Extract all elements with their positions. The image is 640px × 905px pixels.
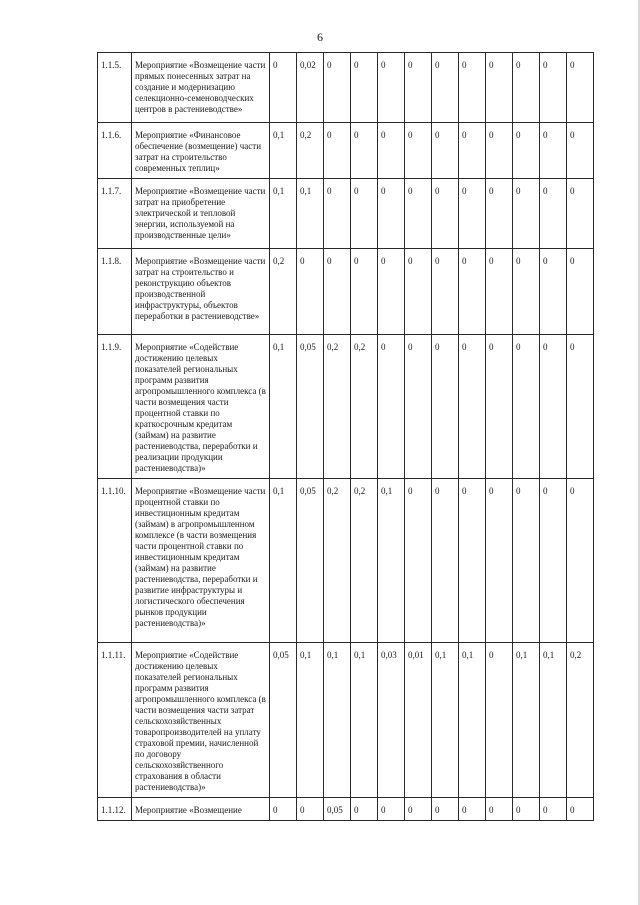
value-cell: 0	[351, 249, 378, 335]
value-cell: 0	[513, 249, 540, 335]
value-cell: 0,03	[378, 643, 405, 798]
value-cell: 0	[540, 479, 567, 643]
value-cell: 0,1	[540, 643, 567, 798]
value-cell: 0	[432, 53, 459, 123]
value-cell: 0	[405, 798, 432, 821]
value-cell: 0,1	[432, 643, 459, 798]
value-cell: 0,05	[324, 798, 351, 821]
value-cell: 0	[459, 249, 486, 335]
row-number: 1.1.9.	[98, 335, 132, 479]
value-cell: 0,05	[297, 479, 324, 643]
value-cell: 0	[459, 53, 486, 123]
value-cell: 0	[405, 249, 432, 335]
value-cell: 0,1	[270, 479, 297, 643]
value-cell: 0	[567, 479, 594, 643]
value-cell: 0	[351, 53, 378, 123]
value-cell: 0	[270, 53, 297, 123]
table-row	[98, 335, 594, 479]
value-cell: 0	[432, 249, 459, 335]
value-cell: 0	[405, 479, 432, 643]
table-row	[98, 249, 594, 335]
value-cell: 0	[567, 249, 594, 335]
value-cell: 0	[540, 179, 567, 249]
measure-description: Мероприятие «Возмещение	[132, 798, 270, 821]
value-cell: 0	[459, 479, 486, 643]
value-cell: 0	[297, 798, 324, 821]
row-number: 1.1.6.	[98, 123, 132, 179]
table-row	[98, 123, 594, 179]
value-cell: 0,05	[270, 643, 297, 798]
table-row	[98, 479, 594, 643]
value-cell: 0,2	[270, 249, 297, 335]
value-cell: 0	[297, 249, 324, 335]
value-cell: 0,1	[378, 479, 405, 643]
value-cell: 0,1	[270, 335, 297, 479]
value-cell: 0	[513, 335, 540, 479]
value-cell: 0	[378, 249, 405, 335]
value-cell: 0	[432, 335, 459, 479]
value-cell: 0	[540, 249, 567, 335]
value-cell: 0	[378, 798, 405, 821]
row-number: 1.1.11.	[98, 643, 132, 798]
table-body	[98, 53, 594, 821]
value-cell: 0	[486, 643, 513, 798]
measure-description: Мероприятие «Возмещение части затрат на приобретение электрической и тепловой энергии, используемой на производственные цели»	[132, 179, 270, 249]
measure-description: Мероприятие «Возмещение части затрат на строительство и реконструкцию объектов производственной инфраструктуры, объектов переработки в растениеводстве»	[132, 249, 270, 335]
row-number: 1.1.12.	[98, 798, 132, 821]
value-cell: 0	[459, 123, 486, 179]
value-cell: 0	[405, 179, 432, 249]
value-cell: 0	[324, 179, 351, 249]
value-cell: 0	[567, 335, 594, 479]
value-cell: 0	[432, 798, 459, 821]
value-cell: 0	[540, 335, 567, 479]
value-cell: 0	[459, 335, 486, 479]
value-cell: 0	[405, 335, 432, 479]
measure-description: Мероприятие «Возмещение части процентной ставки по инвестиционным кредитам (займам) в агропромышленном комплексе (в части возмещения части процентной ставки по инвестиционным кредитам (займам) на развитие растениеводства, переработки и развитие инфраструктуры и логистического обеспечения рынков продукции растениеводства)»	[132, 479, 270, 643]
value-cell: 0	[513, 123, 540, 179]
value-cell: 0	[351, 123, 378, 179]
row-number: 1.1.7.	[98, 179, 132, 249]
value-cell: 0	[378, 335, 405, 479]
measure-description: Мероприятие «Содействие достижению целевых показателей региональных программ развития агропромышленного комплекса (в части возмещения части процентной ставки по краткосрочным кредитам (займам) на развитие растениеводства, переработки и реализации продукции растениеводства)»	[132, 335, 270, 479]
value-cell: 0,2	[351, 335, 378, 479]
value-cell: 0	[567, 798, 594, 821]
value-cell: 0	[513, 798, 540, 821]
value-cell: 0	[378, 53, 405, 123]
value-cell: 0	[567, 179, 594, 249]
value-cell: 0	[486, 798, 513, 821]
value-cell: 0	[351, 798, 378, 821]
value-cell: 0,2	[567, 643, 594, 798]
value-cell: 0	[378, 179, 405, 249]
value-cell: 0,1	[297, 179, 324, 249]
value-cell: 0,1	[513, 643, 540, 798]
value-cell: 0	[459, 179, 486, 249]
table-row	[98, 798, 594, 821]
value-cell: 0,1	[270, 179, 297, 249]
value-cell: 0	[513, 179, 540, 249]
value-cell: 0	[540, 53, 567, 123]
row-number: 1.1.8.	[98, 249, 132, 335]
measure-description: Мероприятие «Финансовое обеспечение (возмещение) части затрат на строительство современных теплиц»	[132, 123, 270, 179]
value-cell: 0,02	[297, 53, 324, 123]
value-cell: 0	[540, 123, 567, 179]
measure-description: Мероприятие «Содействие достижению целевых показателей региональных программ развития агропромышленного комплекса (в части возмещения части затрат сельскохозяйственных товаропроизводителей на уплату страховой премии, начисленной по договору сельскохозяйственного страхования в области растениеводства)»	[132, 643, 270, 798]
value-cell: 0	[540, 798, 567, 821]
value-cell: 0	[567, 53, 594, 123]
value-cell: 0,1	[324, 643, 351, 798]
value-cell: 0	[432, 479, 459, 643]
value-cell: 0,01	[405, 643, 432, 798]
value-cell: 0	[486, 53, 513, 123]
value-cell: 0	[513, 53, 540, 123]
value-cell: 0	[486, 179, 513, 249]
row-number: 1.1.5.	[98, 53, 132, 123]
measure-description: Мероприятие «Возмещение части прямых понесенных затрат на создание и модернизацию селекционно-семеноводческих центров в растениеводстве»	[132, 53, 270, 123]
value-cell: 0	[486, 123, 513, 179]
value-cell: 0,2	[324, 335, 351, 479]
measures-table	[97, 52, 594, 821]
value-cell: 0,1	[297, 643, 324, 798]
value-cell: 0	[567, 123, 594, 179]
table-row	[98, 179, 594, 249]
value-cell: 0	[351, 179, 378, 249]
value-cell: 0	[378, 123, 405, 179]
value-cell: 0	[432, 179, 459, 249]
value-cell: 0	[270, 798, 297, 821]
page-number: 6	[317, 30, 323, 44]
value-cell: 0	[432, 123, 459, 179]
value-cell: 0,2	[351, 479, 378, 643]
value-cell: 0	[405, 123, 432, 179]
value-cell: 0	[486, 479, 513, 643]
table-row	[98, 643, 594, 798]
value-cell: 0,2	[297, 123, 324, 179]
value-cell: 0	[486, 249, 513, 335]
value-cell: 0	[324, 249, 351, 335]
row-number: 1.1.10.	[98, 479, 132, 643]
value-cell: 0	[486, 335, 513, 479]
value-cell: 0	[324, 123, 351, 179]
value-cell: 0	[324, 53, 351, 123]
value-cell: 0,1	[270, 123, 297, 179]
value-cell: 0	[405, 53, 432, 123]
value-cell: 0,05	[297, 335, 324, 479]
value-cell: 0	[459, 798, 486, 821]
value-cell: 0,1	[351, 643, 378, 798]
value-cell: 0,2	[324, 479, 351, 643]
table-row	[98, 53, 594, 123]
value-cell: 0,1	[459, 643, 486, 798]
value-cell: 0	[513, 479, 540, 643]
